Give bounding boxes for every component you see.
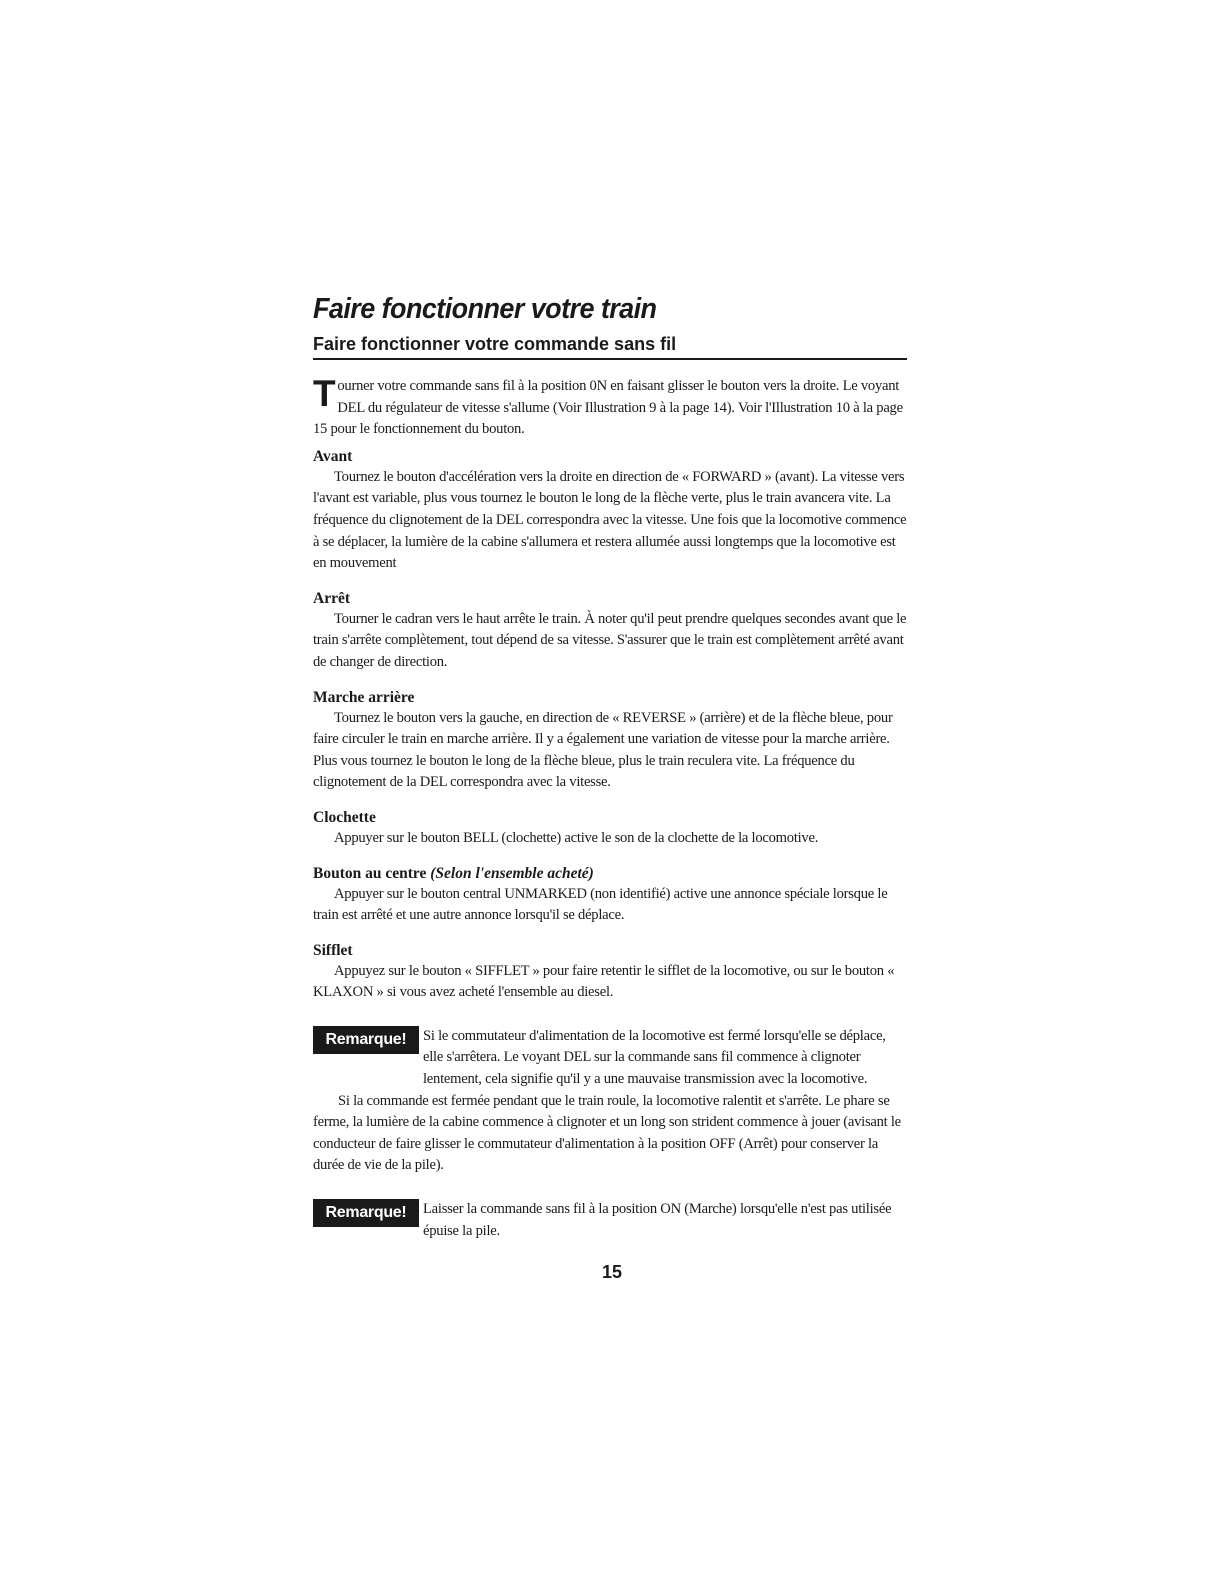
section-text: Tourner le cadran vers le haut arrête le train. À noter qu'il peut prendre quelques secondes avant que le train s'arrête complètement, tout dépend de sa vitesse. S'assurer que le train est complètement arrêté avant de changer de direction. — [313, 610, 907, 670]
section-heading: Marche arrière — [313, 688, 415, 706]
manual-page — [313, 292, 907, 1242]
section-heading: Avant — [313, 447, 353, 465]
note-badge: Remarque! — [313, 1026, 419, 1054]
section-heading: Arrêt — [313, 589, 350, 607]
section-heading: Clochette — [313, 808, 376, 826]
section-text: Tournez le bouton d'accélération vers la droite en direction de « FORWARD » (avant). La vitesse vers l'avant est variable, plus vous tournez le bouton le long de la flèche verte, plus le train avancera vite. La fréquence du clignotement de la DEL correspondra avec la vitesse. Une fois que la locomotive commence à se déplacer, la lumière de la cabine s'allumera et restera allumée aussi longtemps que la locomotive est en mouvement — [313, 468, 907, 572]
note-block — [313, 1026, 907, 1091]
note-followup-text: Si la commande est fermée pendant que le train roule, la locomotive ralentit et s'arrête. Le phare se ferme, la lumière de la cabine commence à clignoter et un long son strident commence à jouer (avisant le conducteur de faire glisser le commutateur d'alimentation à la position OFF (Arrêt) pour conserver la durée de vie de la pile). — [313, 1092, 901, 1174]
section-text: Appuyer sur le bouton central UNMARKED (non identifié) active une annonce spéciale lorsque le train est arrêté et une autre annonce lorsqu'il se déplace. — [313, 885, 888, 924]
note-badge: Remarque! — [313, 1199, 419, 1227]
section-heading — [313, 864, 907, 884]
drop-cap: T — [313, 373, 336, 414]
intro-paragraph — [313, 373, 907, 441]
section-clochette — [313, 808, 907, 850]
page-title: Faire fonctionner votre train — [313, 293, 657, 325]
note-block — [313, 1199, 907, 1242]
section-heading: Sifflet — [313, 941, 353, 959]
section-sifflet — [313, 941, 907, 1004]
section-heading-label: Bouton au centre — [313, 864, 427, 882]
section-subtitle: Faire fonctionner votre commande sans fil — [313, 333, 907, 360]
section-text: Tournez le bouton vers la gauche, en direction de « REVERSE » (arrière) et de la flèche bleue, pour faire circuler le train en marche arrière. Il y a également une variation de vitesse pour la marche arrière. Plus vous tournez le bouton le long de la flèche bleue, plus le train reculera vite. La fréquence du clignotement de la DEL correspondra avec la vitesse. — [313, 709, 893, 791]
section-text: Appuyer sur le bouton BELL (clochette) active le son de la clochette de la locomotive. — [334, 829, 819, 846]
intro-text: ourner votre commande sans fil à la position 0N en faisant glisser le bouton vers la droite. Le voyant DEL du régulateur de vitesse s'allume (Voir Illustration 9 à la page 14). Voir l'Illustration 10 à la page 15 pour le fonctionnement du bouton. — [313, 378, 903, 438]
section-avant — [313, 447, 907, 575]
section-text: Appuyez sur le bouton « SIFFLET » pour faire retentir le sifflet de la locomotive, ou sur le bouton « KLAXON » si vous avez acheté l'ensemble au diesel. — [313, 962, 895, 1001]
note-text: Laisser la commande sans fil à la position ON (Marche) lorsqu'elle n'est pas utilisée épuise la pile. — [423, 1201, 892, 1239]
section-bouton-centre — [313, 864, 907, 927]
note-text: Si le commutateur d'alimentation de la locomotive est fermé lorsqu'elle se déplace, elle s'arrêtera. Le voyant DEL sur la commande sans fil commence à clignoter lentement, cela signifie qu'il y a une mauvaise transmission avec la locomotive. — [423, 1027, 886, 1088]
section-marche-arriere — [313, 688, 907, 794]
section-heading-note: (Selon l'ensemble acheté) — [430, 864, 594, 882]
section-arret — [313, 589, 907, 674]
page-number: 15 — [601, 1262, 623, 1282]
